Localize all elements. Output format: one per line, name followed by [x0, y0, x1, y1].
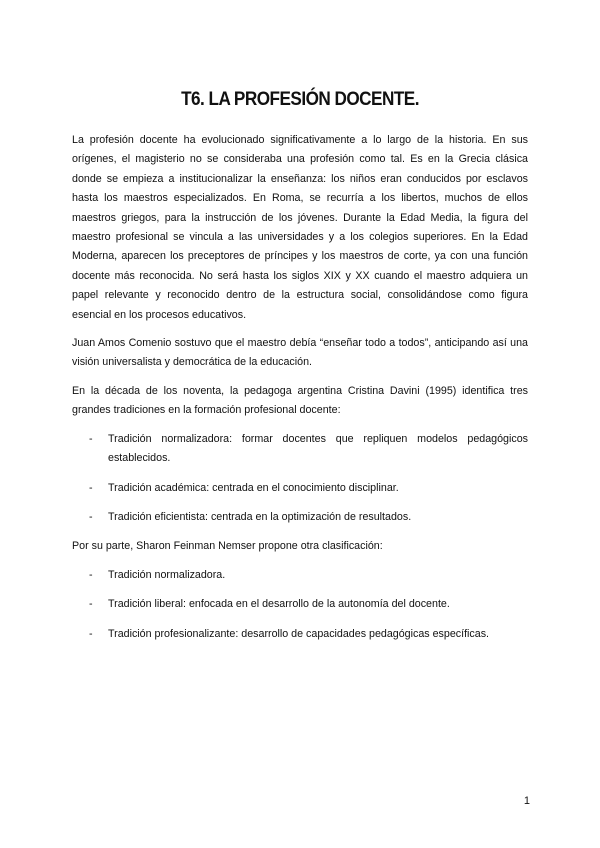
davini-traditions-list	[72, 430, 528, 528]
list-item-text: Tradición liberal: enfocada en el desarrollo de la autonomía del docente.	[108, 598, 450, 611]
bullet-dash: -	[89, 481, 93, 494]
list-item-text: Tradición profesionalizante: desarrollo de capacidades pedagógicas específicas.	[108, 627, 490, 640]
page-number: 1	[523, 795, 530, 807]
bullet-dash: -	[89, 627, 93, 640]
list-item-text: Tradición eficientista: centrada en la optimización de resultados.	[108, 510, 412, 523]
list-item	[72, 625, 528, 644]
list-item	[72, 430, 528, 469]
bullet-dash: -	[89, 598, 93, 611]
bullet-dash: -	[89, 432, 93, 445]
bullet-dash: -	[89, 510, 93, 523]
bullet-dash: -	[89, 568, 93, 581]
paragraph-comenio: Juan Amos Comenio sostuvo que el maestro debía “enseñar todo a todos”, anticipando así una visión universalista y democrática de la educación.	[72, 337, 528, 369]
list-item	[72, 595, 528, 614]
list-item-text: Tradición normalizadora.	[108, 568, 226, 581]
list-item	[72, 479, 528, 498]
feinman-traditions-list	[72, 566, 528, 644]
paragraph-davini: En la década de los noventa, la pedagoga argentina Cristina Davini (1995) identifica tres grandes tradiciones en la formación profesional docente:	[72, 384, 528, 417]
paragraph-feinman: Por su parte, Sharon Feinman Nemser propone otra clasificación:	[72, 540, 383, 553]
list-item-text: Tradición académica: centrada en el conocimiento disciplinar.	[108, 481, 399, 494]
list-item	[72, 508, 528, 527]
page-title: T6. LA PROFESIÓN DOCENTE.	[181, 88, 419, 110]
document-body	[72, 131, 528, 654]
paragraph-intro: La profesión docente ha evolucionado significativamente a lo largo de la historia. En sus orígenes, el magisterio no se consideraba una profesión como tal. Es en la Grecia clásica donde se empieza a institucionalizar la enseñanza: los niños eran conducidos por esclavos hasta los maestros especializados. En Roma, se recurría a los libertos, muchos de ellos maestros griegos, para la instrucción de los jóvenes. Durante la Edad Media, la figura del maestro profesional se vincula a las universidades y a los colegios superiores. En la Edad Moderna, aparecen los preceptores de príncipes y los maestros de corte, ya con una función docente más reconocida. No será hasta los siglos XIX y XX cuando el maestro adquiera un papel relevante y reconocido dentro de la estructura social, consolidándose como figura esencial en los procesos educativos.	[72, 134, 528, 321]
list-item-text: Tradición normalizadora: formar docentes que repliquen modelos pedagógicos establecidos.	[108, 432, 528, 465]
list-item	[72, 566, 528, 585]
